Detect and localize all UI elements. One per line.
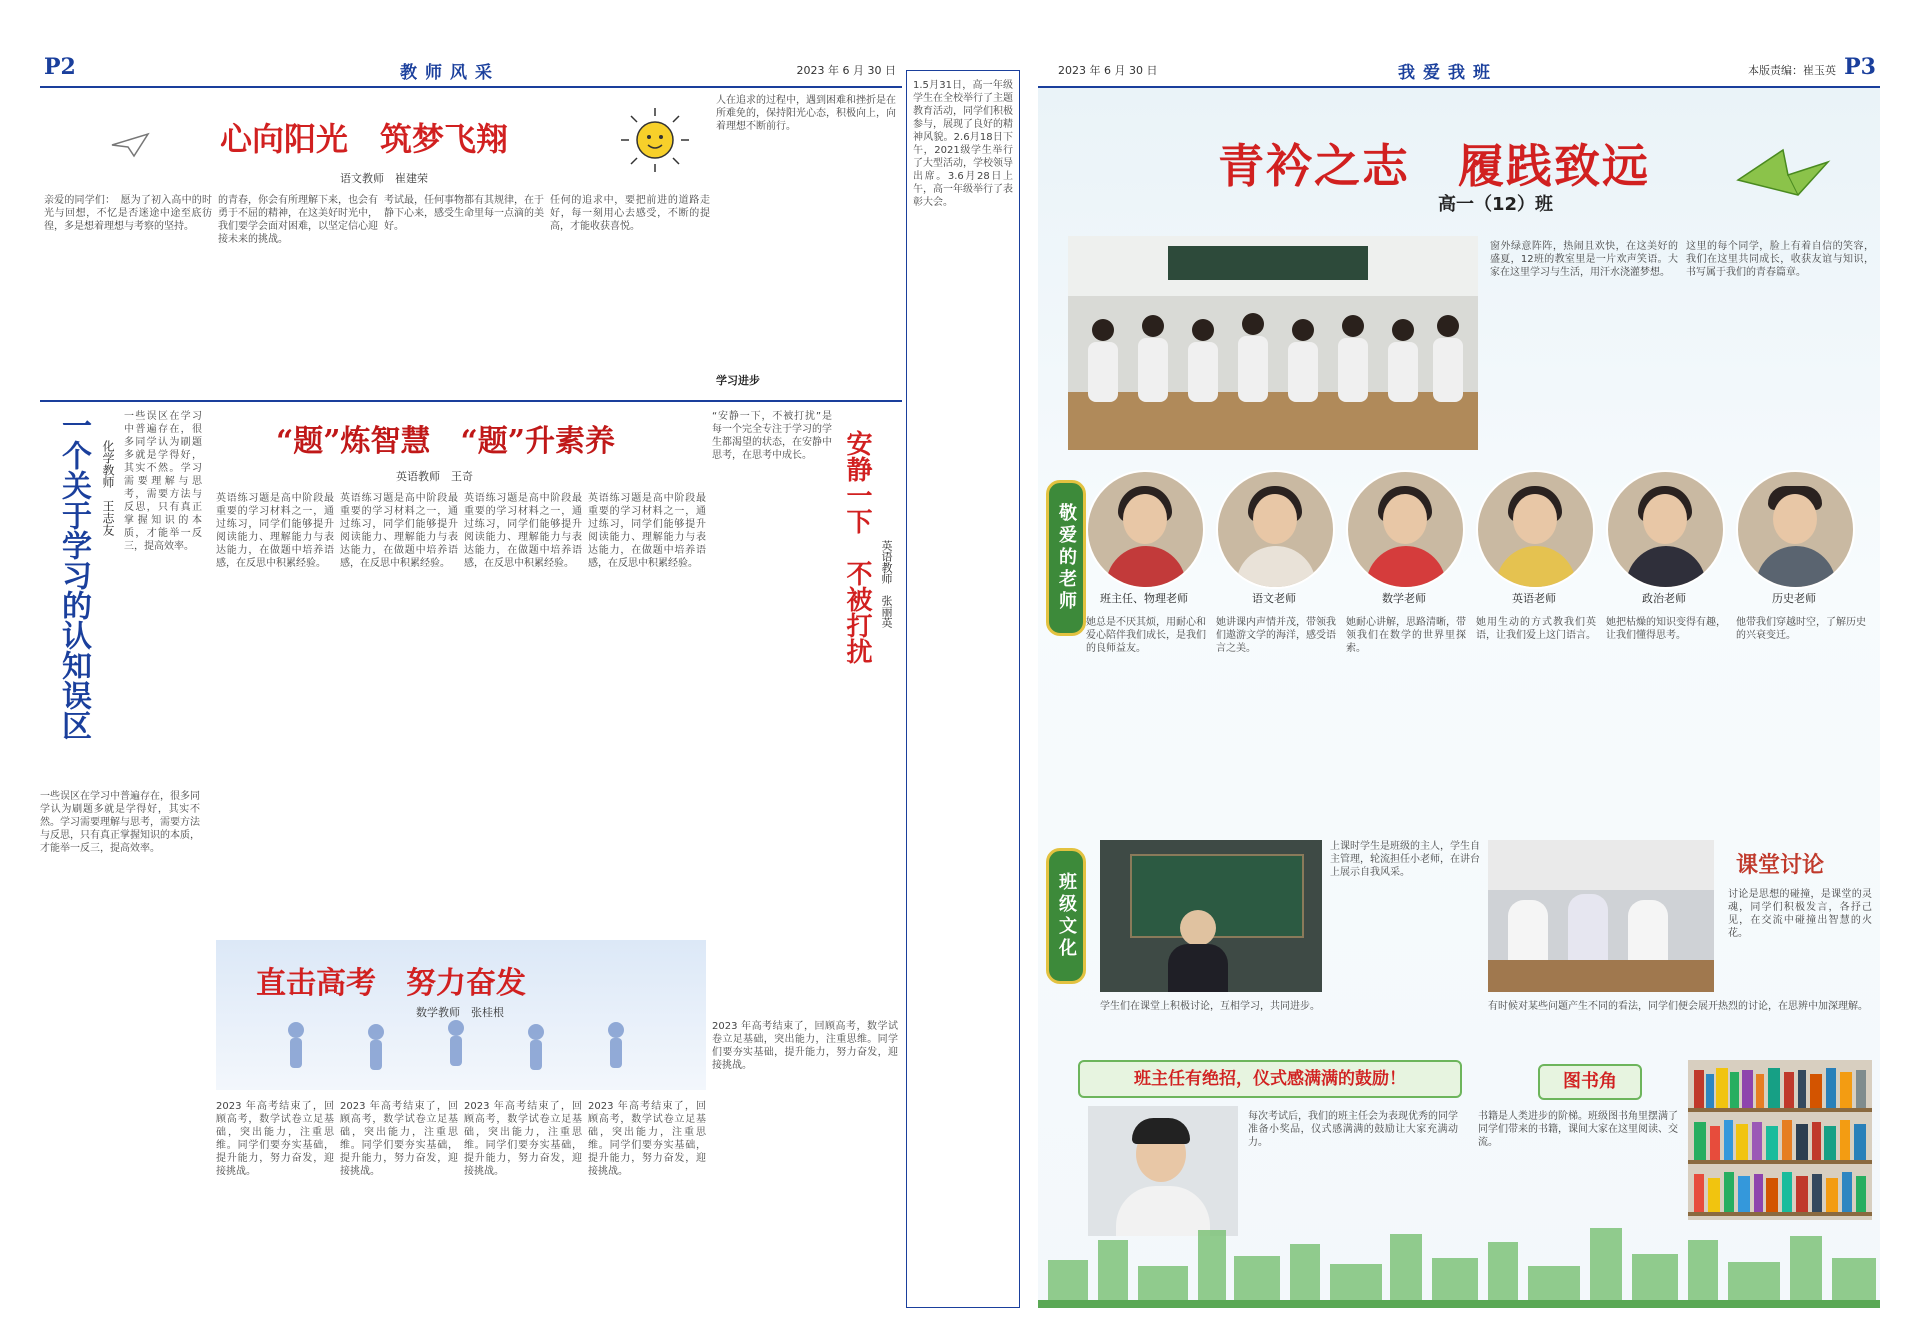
side-news-column [906,70,1020,1308]
article-body: “安静一下，不被打扰”是每一个完全专注于学习的学生都渴望的状态，在安静中思考，在思考中成长。 [712,411,832,461]
library-text: 书籍是人类进步的阶梯。班级图书角里摆满了同学们带来的书籍，课间大家在这里阅读、交流。 [1478,1111,1678,1148]
main-title: 青衿之志 履践致远 [1218,139,1650,193]
article-col: 亲爱的同学们： 愿为了初入高中的时光与回想，不忆是否迷途中途至底彷徨，多是想着理想与考察的坚持。 [44,195,212,232]
article-body-continued: 一些误区在学习中普遍存在，很多同学认为刷题多就是学得好，其实不然。学习需要理解与思考，需要方法与反思，只有真正掌握知识的本质，才能举一反三，提高效率。 [40,791,200,854]
bookshelf-photo [1688,1060,1872,1220]
article-author: 语文教师 崔建荣 [340,172,428,185]
article-gaokao [216,940,706,1308]
article-title: 心向阳光 筑梦飞翔 [220,120,509,158]
article-quiet [712,410,902,1010]
paper-crane-icon [1728,140,1838,210]
page-header [40,50,902,88]
article-col: 2023 年高考结束了，回顾高考，数学试卷立足基础，突出能力，注重思维。同学们要夯实基础，提升能力，努力奋发，迎接挑战。 [464,1101,582,1177]
article-author: 英语教师 张丽英 [880,540,893,628]
page-number: P2 [44,54,76,80]
article-author: 英语教师 王奇 [396,470,473,483]
article-col: 考试最，任何事物都有其规律，在于静下心来，感受生命里每一点滴的美好。 [384,195,544,232]
teacher-photo [1606,470,1725,589]
article-author: 化学教师 王志友 [101,440,115,536]
article-col: 英语练习题是高中阶段最重要的学习材料之一，通过练习，同学们能够提升阅读能力、理解能力与表达能力，在做题中培养语感，在反思中积累经验。 [340,493,458,569]
discussion-title: 课堂讨论 [1736,853,1825,878]
article-author: 数学教师 张桂根 [416,1006,504,1019]
teacher-photo [1736,470,1855,589]
culture-text: 上课时学生是班级的主人，学生自主管理，轮流担任小老师，在讲台上展示自我风采。 [1330,841,1480,878]
intro-text: 窗外绿意阵阵，热闹且欢快，在这美好的盛夏，12班的教室里是一片欢声笑语。大家在这里学习与生活，用汗水浇灌梦想。 [1490,241,1678,278]
teacher-role: 数学老师 [1382,592,1426,605]
teacher-role: 政治老师 [1642,592,1686,605]
article-col: 2023 年高考结束了，回顾高考，数学试卷立足基础，突出能力，注重思维。同学们要夯实基础，提升能力，努力奋发，迎接挑战。 [340,1101,458,1177]
intro-text: 这里的每个同学，脸上有着自信的笑容，我们在这里共同成长，收获友谊与知识，书写属于我们的青春篇章。 [1686,241,1874,278]
editor-note: 本版责编：崔玉英 [1748,64,1836,77]
column-title: 我爱我班 [1398,63,1498,83]
culture-text: 学生们在课堂上积极讨论，互相学习，共同进步。 [1100,1001,1320,1012]
article-title: 安静一下 不被打扰 [842,430,872,664]
paper-plane-icon [110,130,150,160]
teacher-trick-text: 每次考试后，我们的班主任会为表现优秀的同学准备小奖品，仪式感满满的鼓励让大家充满动力。 [1248,1111,1458,1148]
runners-illustration [236,1010,696,1090]
article-col: 2023 年高考结束了，回顾高考，数学试卷立足基础，突出能力，注重思维。同学们要夯实基础，提升能力，努力奋发，迎接挑战。 [588,1101,706,1177]
article-col: 英语练习题是高中阶段最重要的学习材料之一，通过练习，同学们能够提升阅读能力、理解能力与表达能力，在做题中培养语感，在反思中积累经验。 [588,493,706,569]
city-skyline-illustration [1038,1220,1880,1308]
teacher-photo [1476,470,1595,589]
article-col: 任何的追求中，要把前进的道路走好，每一刻用心去感受，不断的提高，才能收获喜悦。 [550,195,710,232]
teacher-role: 英语老师 [1512,592,1556,605]
page-number: P3 [1844,54,1876,80]
article-title: 一个关于学习的认知误区 [56,410,91,740]
sun-icon [615,104,695,174]
teacher-desc: 他带我们穿越时空，了解历史的兴衰变迁。 [1736,617,1866,641]
article-col: 的青春，你会有所理解下来，也会有勇于不屈的精神，在这美好时光中，我们要学会面对困难，以坚定信心迎接未来的挑战。 [218,195,378,245]
teacher-photo [1216,470,1335,589]
discussion-photo [1488,840,1714,992]
column-title: 教师风采 [400,63,500,83]
teacher-photo [1086,470,1205,589]
article-col: 2023 年高考结束了，回顾高考，数学试卷立足基础，突出能力，注重思维。同学们要夯实基础，提升能力，努力奋发，迎接挑战。 [216,1101,334,1177]
teacher-desc: 她讲课内声情并茂，带领我们遨游文学的海洋，感受语言之美。 [1216,617,1336,654]
page-left [40,40,902,1308]
article-body: 一些误区在学习中普遍存在，很多同学认为刷题多就是学得好，其实不然。学习需要理解与思考，需要方法与反思，只有真正掌握知识的本质，才能举一反三，提高效率。 [124,411,202,552]
discussion-text: 讨论是思想的碰撞，是课堂的灵魂，同学们积极发言，各抒己见，在交流中碰撞出智慧的火花。 [1728,889,1872,939]
article-col: 2023 年高考结束了，回顾高考，数学试卷立足基础，突出能力，注重思维。同学们要夯实基础，提升能力，努力奋发，迎接挑战。 [712,1021,898,1071]
teacher-photo [1346,470,1465,589]
page-right [1038,40,1880,1308]
culture-photo [1100,840,1322,992]
teachers-tag: 敬爱的老师 [1046,480,1086,636]
side-news-text: 1.5月31日，高一年级学生在全校举行了主题教育活动，同学们积极参与，展现了良好的精神风貌。2.6月18日下午，2021级学生举行了大型活动，学校领导出席。3.6月28日上午，高一年级举行了表彰大会。 [913,80,1013,208]
teacher-desc: 她用生动的方式教我们英语，让我们爱上这门语言。 [1476,617,1596,641]
article-cognition [40,410,204,790]
teacher-role: 班主任、物理老师 [1100,592,1188,605]
class-name: 高一（12）班 [1438,194,1554,215]
teacher-trick-banner: 班主任有绝招，仪式感满满的鼓励！ [1078,1060,1462,1098]
teacher-role: 历史老师 [1772,592,1816,605]
teacher-role: 语文老师 [1252,592,1296,605]
page-date: 2023 年 6 月 30 日 [796,64,896,77]
discussion-bottom-text: 有时候对某些问题产生不同的看法，同学们便会展开热烈的讨论，在思辨中加深理解。 [1488,1001,1868,1012]
article-col: 人在追求的过程中，遇到困难和挫折是在所难免的，保持阳光心态，积极向上，向着理想不断前行。 [716,95,896,132]
article-exercises [216,410,706,930]
page-date: 2023 年 6 月 30 日 [1058,64,1158,77]
article-sunlight [40,90,902,400]
article-title: “题”炼智慧 “题”升素养 [276,424,616,459]
page-header [1038,50,1880,88]
student-photo [1088,1106,1238,1236]
teacher-desc: 她总是不厌其烦，用耐心和爱心陪伴我们成长，是我们的良师益友。 [1086,617,1206,654]
teachers-section [1082,470,1872,820]
article-sign: 学习进步 [716,374,760,387]
article-col: 英语练习题是高中阶段最重要的学习材料之一，通过练习，同学们能够提升阅读能力、理解能力与表达能力，在做题中培养语感，在反思中积累经验。 [216,493,334,569]
article-title: 直击高考 努力奋发 [256,966,526,1001]
teacher-desc: 她把枯燥的知识变得有趣，让我们懂得思考。 [1606,617,1726,641]
article-col: 英语练习题是高中阶段最重要的学习材料之一，通过练习，同学们能够提升阅读能力、理解能力与表达能力，在做题中培养语感，在反思中积累经验。 [464,493,582,569]
library-banner: 图书角 [1538,1064,1642,1100]
divider [40,400,902,402]
culture-tag: 班级文化 [1046,848,1086,984]
class-photo [1068,236,1478,450]
teacher-desc: 她耐心讲解，思路清晰，带领我们在数学的世界里探索。 [1346,617,1466,654]
